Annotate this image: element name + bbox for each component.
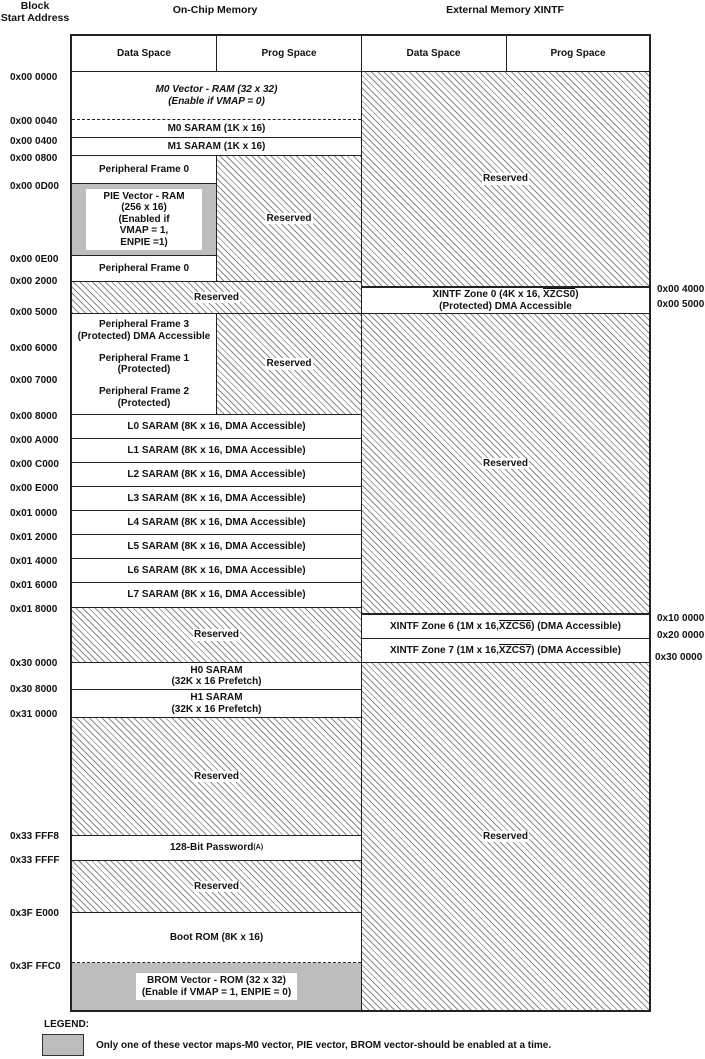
left-address-label: 0x01 6000 [10,580,58,591]
reserved-310000: Reserved [72,718,361,836]
left-address-label: 0x01 0000 [10,508,58,519]
l3-saram: L3 SARAM (8K x 16, DMA Accessible) [72,487,361,511]
xintf-zone-0: XINTF Zone 0 (4K x 16, XZCS0) (Protected) DMA Accessible [361,287,649,314]
left-address-label: 0x3F FFC0 [10,961,61,972]
h1-saram: H1 SARAM (32K x 16 Prefetch) [72,690,361,718]
peripheral-frame-3: Peripheral Frame 3 (Protected) DMA Accessible [72,314,217,347]
right-address-label: 0x00 5000 [657,299,705,310]
password-128bit: 128-Bit Password (A) [72,836,361,861]
ext-data-space-header: Data Space [361,36,507,72]
peripheral-frame-1: Peripheral Frame 1 (Protected) [72,347,217,381]
l7-saram: L7 SARAM (8K x 16, DMA Accessible) [72,583,361,608]
left-address-label: 0x33 FFFF [10,855,60,866]
xintf-zone-7: XINTF Zone 7 (1M x 16, XZCS7 ) (DMA Accessible) [361,639,649,663]
peripheral-frame-0-b: Peripheral Frame 0 [72,256,217,282]
onchip-prog-space-header: Prog Space [217,36,361,72]
onchip-external-divider [361,36,362,1010]
memory-map [70,34,651,1012]
pie-vector-ram-block [72,184,217,256]
legend-swatch [42,1034,84,1056]
reserved-prog-0800: Reserved [217,156,361,282]
left-address-label: 0x00 0E00 [10,254,59,265]
right-address-label: 0x30 0000 [655,652,703,663]
left-address-label: 0x00 6000 [10,343,58,354]
on-chip-memory-header: On-Chip Memory [172,4,258,16]
l2-saram: L2 SARAM (8K x 16, DMA Accessible) [72,463,361,487]
l4-saram: L4 SARAM (8K x 16, DMA Accessible) [72,511,361,535]
right-address-label: 0x00 4000 [657,284,705,295]
right-address-label: 0x10 0000 [657,613,705,624]
boot-rom: Boot ROM (8K x 16) [72,913,361,963]
left-address-label: 0x00 0D00 [10,181,59,192]
brom-vector-rom: BROM Vector - ROM (32 x 32) (Enable if VMAP = 1, ENPIE = 0) [136,973,297,1000]
left-address-label: 0x00 0040 [10,116,58,127]
l5-saram: L5 SARAM (8K x 16, DMA Accessible) [72,535,361,559]
brom-vector-block [72,963,361,1010]
l0-saram: L0 SARAM (8K x 16, DMA Accessible) [72,415,361,439]
legend-title: LEGEND: [44,1019,89,1030]
left-address-label: 0x00 8000 [10,411,58,422]
left-address-label: 0x00 7000 [10,375,58,386]
onchip-data-space-header: Data Space [72,36,217,72]
ext-reserved-1: Reserved [361,72,649,287]
peripheral-frame-2: Peripheral Frame 2 (Protected) [72,381,217,415]
reserved-33ffff: Reserved [72,861,361,913]
left-address-label: 0x00 0400 [10,136,58,147]
l1-saram: L1 SARAM (8K x 16, DMA Accessible) [72,439,361,463]
reserved-018000: Reserved [72,608,361,663]
left-address-label: 0x31 0000 [10,709,58,720]
left-address-label: 0x00 A000 [10,435,59,446]
left-address-label: 0x30 8000 [10,684,58,695]
left-address-label: 0x00 C000 [10,459,59,470]
reserved-2000: Reserved [72,282,361,314]
pie-vector-ram: PIE Vector - RAM (256 x 16) (Enabled if VMAP = 1, ENPIE =1) [86,189,202,251]
l6-saram: L6 SARAM (8K x 16, DMA Accessible) [72,559,361,583]
reserved-prog-5000: Reserved [217,314,361,415]
legend-text: Only one of these vector maps-M0 vector, PIE vector, BROM vector-should be enabled at a time. [96,1040,552,1051]
external-memory-header: External Memory XINTF [446,4,564,16]
left-address-label: 0x01 8000 [10,604,58,615]
left-address-label: 0x00 E000 [10,483,59,494]
block-start-address-header: Block Start Address [0,0,70,24]
left-address-label: 0x00 0800 [10,153,58,164]
left-address-label: 0x00 2000 [10,276,58,287]
right-address-label: 0x20 0000 [657,630,705,641]
left-address-label: 0x01 2000 [10,532,58,543]
ext-reserved-2: Reserved [361,314,649,614]
ext-reserved-3: Reserved [361,663,649,1010]
m0-vector-ram: M0 Vector - RAM (32 x 32) (Enable if VMAP = 0) [72,72,361,120]
left-address-label: 0x00 0000 [10,72,58,83]
left-address-label: 0x33 FFF8 [10,831,59,842]
left-address-label: 0x30 0000 [10,658,58,669]
xintf-zone-6: XINTF Zone 6 (1M x 16, XZCS6 ) (DMA Accessible) [361,614,649,639]
left-address-label: 0x00 5000 [10,307,58,318]
ext-prog-space-header: Prog Space [507,36,649,72]
m0-saram: M0 SARAM (1K x 16) [72,120,361,138]
left-address-label: 0x01 4000 [10,556,58,567]
peripheral-frame-0-a: Peripheral Frame 0 [72,156,217,184]
left-address-label: 0x3F E000 [10,908,59,919]
m1-saram: M1 SARAM (1K x 16) [72,138,361,156]
h0-saram: H0 SARAM (32K x 16 Prefetch) [72,663,361,690]
